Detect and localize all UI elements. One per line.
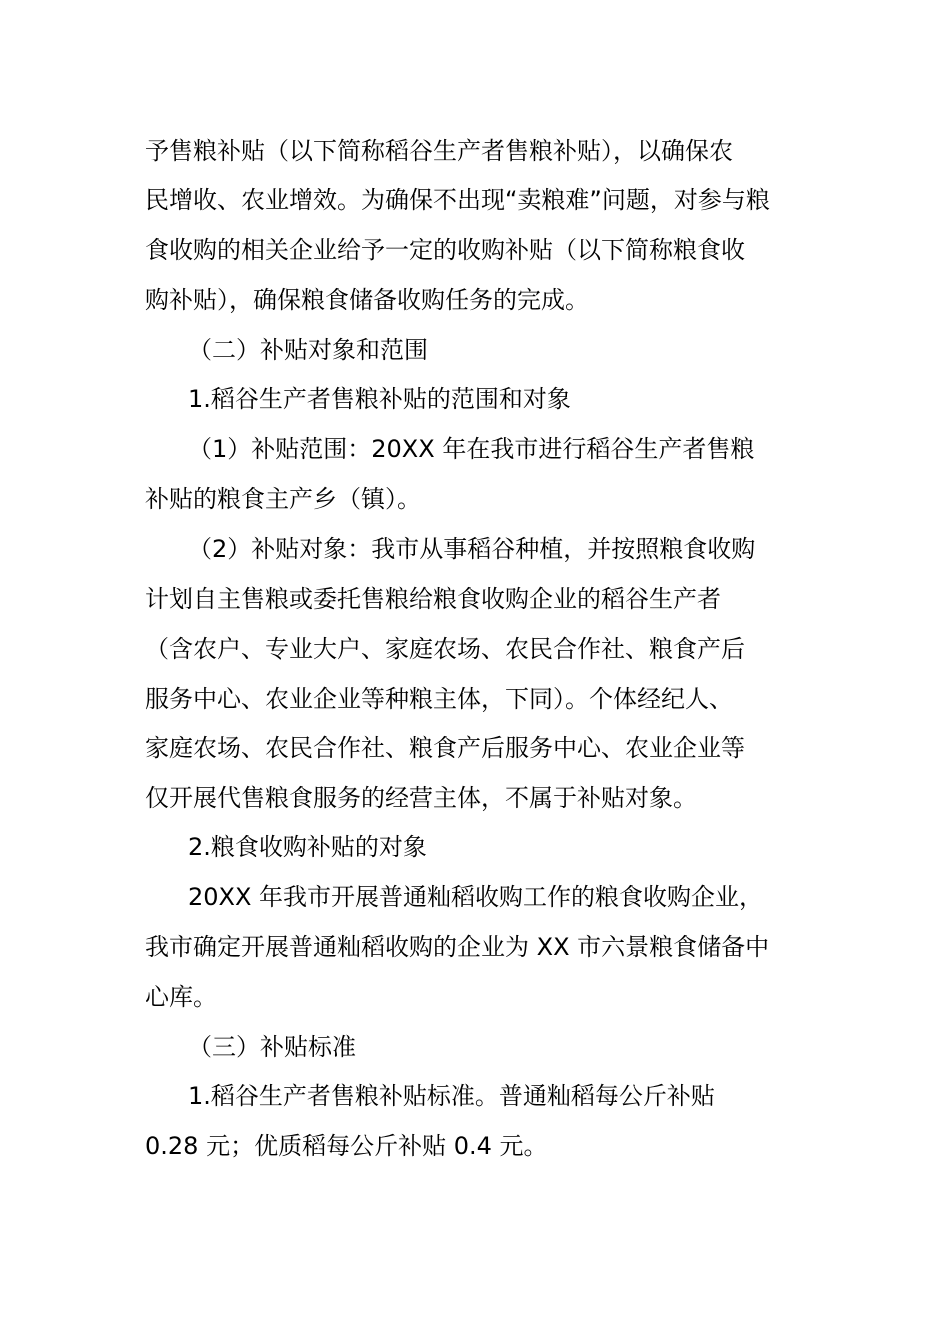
body-text-line: （2）补贴对象：我市从事稻谷种植，并按照粮食收购 (188, 535, 756, 563)
body-text-line: 0.28 元；优质稻每公斤补贴 0.4 元。 (145, 1132, 548, 1160)
body-text-line: 食收购的相关企业给予一定的收购补贴（以下简称粮食收 (145, 236, 745, 264)
subheading: 1.稻谷生产者售粮补贴的范围和对象 (188, 385, 571, 413)
body-text-line: 计划自主售粮或委托售粮给粮食收购企业的稻谷生产者 (145, 585, 721, 613)
body-text-line: （1）补贴范围：20XX 年在我市进行稻谷生产者售粮 (188, 435, 755, 463)
body-text-line: （含农户、专业大户、家庭农场、农民合作社、粮食产后 (145, 635, 745, 663)
body-text-line: 购补贴），确保粮食储备收购任务的完成。 (145, 286, 589, 314)
body-text-line: 心库。 (145, 983, 217, 1011)
body-text-line: 我市确定开展普通籼稻收购的企业为 XX 市六景粮食储备中 (145, 933, 770, 961)
body-text-line: 服务中心、农业企业等种粮主体，下同）。个体经纪人、 (145, 685, 733, 713)
section-heading-3: （三）补贴标准 (188, 1033, 356, 1061)
body-text-line: 仅开展代售粮食服务的经营主体，不属于补贴对象。 (145, 784, 697, 812)
body-text-line: 予售粮补贴（以下简称稻谷生产者售粮补贴），以确保农 (145, 137, 733, 165)
body-text-line: 20XX 年我市开展普通籼稻收购工作的粮食收购企业， (188, 883, 764, 911)
section-heading-2: （二）补贴对象和范围 (188, 336, 428, 364)
body-text-line: 民增收、农业增效。为确保不出现“卖粮难”问题，对参与粮 (145, 186, 770, 214)
body-text-line: 1.稻谷生产者售粮补贴标准。普通籼稻每公斤补贴 (188, 1082, 715, 1110)
subheading: 2.粮食收购补贴的对象 (188, 833, 427, 861)
body-text-line: 补贴的粮食主产乡（镇）。 (145, 485, 421, 513)
body-text-line: 家庭农场、农民合作社、粮食产后服务中心、农业企业等 (145, 734, 745, 762)
